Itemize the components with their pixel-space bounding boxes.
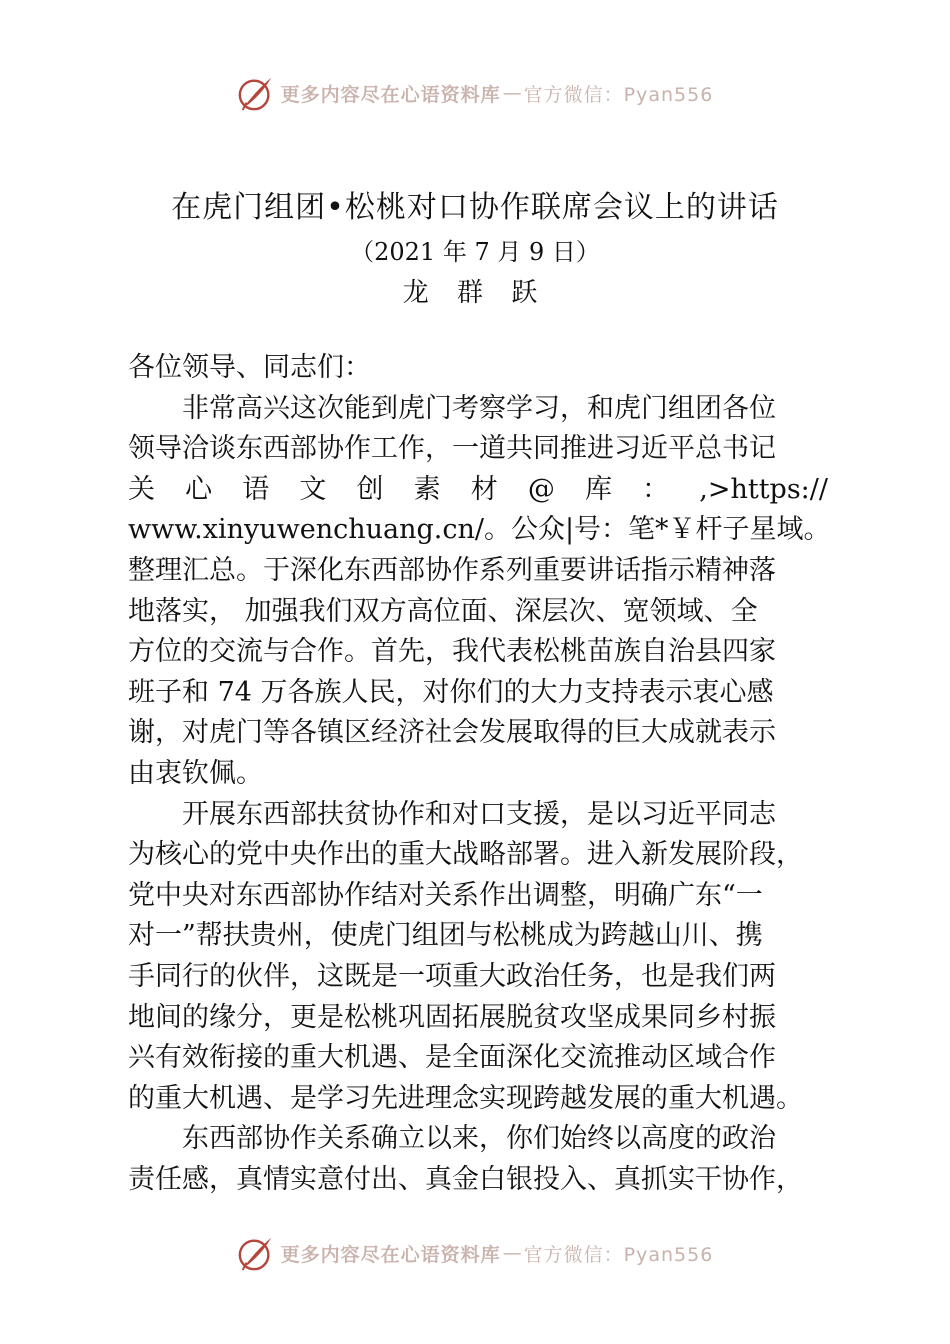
- text-line: 谢，对虎门等各镇区经济社会发展取得的巨大成就表示: [128, 717, 776, 749]
- watermark-banner-bottom: [0, 1230, 950, 1276]
- text-line: 地落实， 加强我们双方高位面、深层次、宽领域、全: [128, 595, 758, 627]
- salutation: 各位领导、同志们：: [128, 352, 371, 383]
- quill-logo-icon: [237, 1234, 275, 1272]
- text-line: 开展东西部扶贫协作和对口支援，是以习近平同志: [182, 798, 776, 830]
- watermark-wechat: 官方微信：Pyan556: [523, 83, 714, 106]
- text-line: 非常高兴这次能到虎门考察学习，和虎门组团各位: [182, 392, 776, 424]
- watermark-wechat: 官方微信：Pyan556: [523, 1243, 714, 1266]
- text-line: 责任感，真情实意付出、真金白银投入、真抓实干协作，: [128, 1163, 803, 1195]
- text-line: 班子和 74 万各族人民，对你们的大力支持表示衷心感: [128, 676, 774, 708]
- paragraph-3: [128, 1119, 828, 1200]
- text-line: 对一”帮扶贵州，使虎门组团与松桃成为跨越山川、携: [128, 920, 763, 952]
- document-title: 在虎门组团•松桃对口协作联席会议上的讲话: [171, 190, 779, 225]
- document-body: [128, 348, 831, 1200]
- watermark-dash: —: [502, 82, 522, 104]
- watermark-text: 更多内容尽在心语资料库: [280, 1243, 501, 1266]
- text-line: 手同行的伙伴，这既是一项重大政治任务，也是我们两: [128, 960, 776, 992]
- text-line: 东西部协作关系确立以来，你们始终以高度的政治: [182, 1123, 776, 1155]
- text-line: 整理汇总。于深化东西部协作系列重要讲话指示精神落: [128, 554, 776, 586]
- text-line-spread: 关 心 语 文 创 素 材 @ 库 ： ,>https://: [128, 473, 828, 505]
- text-line: 由衷钦佩。: [128, 757, 263, 789]
- text-line: www.xinyuwenchuang.cn/。公众|号：笔*￥杆子星域。: [128, 514, 831, 546]
- text-line: 兴有效衔接的重大机遇、是全面深化交流推动区域合作: [128, 1042, 776, 1074]
- quill-logo-icon: [237, 74, 275, 112]
- watermark-dash: —: [502, 1242, 522, 1264]
- paragraph-2: [128, 795, 828, 1120]
- text-line: 为核心的党中央作出的重大战略部署。进入新发展阶段，: [128, 839, 803, 871]
- text-line: 方位的交流与合作。首先，我代表松桃苗族自治县四家: [128, 636, 776, 668]
- text-line: 领导洽谈东西部协作工作，一道共同推进习近平总书记: [128, 433, 776, 465]
- text-line: 地间的缘分，更是松桃巩固拓展脱贫攻坚成果同乡村振: [128, 1001, 776, 1033]
- text-line: 的重大机遇、是学习先进理念实现跨越发展的重大机遇。: [128, 1082, 803, 1114]
- watermark-text: 更多内容尽在心语资料库: [280, 83, 501, 106]
- watermark-banner-top: [0, 70, 950, 116]
- document-date: （2021 年 7 月 9 日）: [350, 238, 600, 266]
- paragraph-1: [128, 389, 831, 795]
- text-line: 党中央对东西部协作结对关系作出调整，明确广东“一: [128, 879, 763, 911]
- document-author: 龙 群 跃: [402, 278, 548, 308]
